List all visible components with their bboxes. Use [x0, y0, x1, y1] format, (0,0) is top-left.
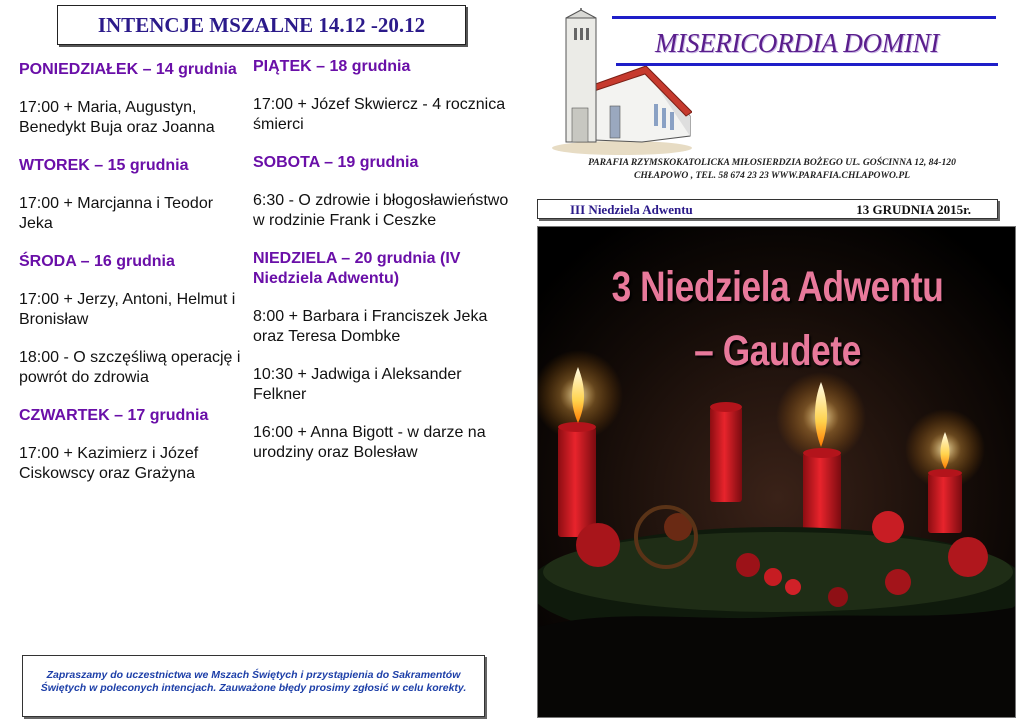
- intention-entry: 17:00 + Kazimierz i Józef Ciskowscy oraz Grażyna: [19, 445, 199, 482]
- intention-entry: 17:00 + Maria, Augustyn, Benedykt Buja oraz Joanna: [19, 99, 215, 136]
- intention-entry: 17:00 + Józef Skwiercz - 4 rocznica śmierci: [253, 96, 506, 133]
- intention-entry: 6:30 - O zdrowie i błogosławieństwo w rodzinie Frank i Ceszke: [253, 192, 509, 229]
- intention-entry: 17:00 + Marcjanna i Teodor Jeka: [19, 195, 214, 232]
- parish-contact-line: CHŁAPOWO , TEL. 58 674 23 23 WWW.PARAFIA.CHLAPOWO.PL: [633, 170, 911, 181]
- brand-title: MISERICORDIA DOMINI: [655, 28, 939, 58]
- issue-date: 13 GRUDNIA 2015r.: [856, 202, 971, 217]
- corrections-note: Zapraszamy do uczestnictwa we Mszach Świętych i przystąpienia do Sakramentów Świętych w poleconych intencjach. Zauważone błędy prosimy zgłosić w celu korekty.: [22, 655, 485, 717]
- day-heading: NIEDZIELA – 20 grudnia (IV Niedziela Adwentu): [253, 250, 461, 287]
- header-rule-top: [612, 16, 996, 19]
- photo-title-line2: – Gaudete: [694, 327, 861, 375]
- intentions-right-column: [253, 57, 513, 481]
- day-heading: ŚRODA – 16 grudnia: [19, 253, 175, 270]
- intention-entry: 18:00 - O szczęśliwą operację i powrót do zdrowia: [19, 349, 241, 386]
- parish-address-line: PARAFIA RZYMSKOKATOLICKA MIŁOSIERDZIA BOŻEGO UL. GOŚCINNA 12, 84-120: [588, 157, 956, 168]
- day-heading: PIĄTEK – 18 grudnia: [253, 58, 411, 75]
- intention-entry: 10:30 + Jadwiga i Aleksander Felkner: [253, 366, 462, 403]
- intention-entry: 8:00 + Barbara i Franciszek Jeka oraz Teresa Dombke: [253, 308, 488, 345]
- intention-entry: 17:00 + Jerzy, Antoni, Helmut i Bronisław: [19, 291, 236, 328]
- day-heading: CZWARTEK – 17 grudnia: [19, 407, 209, 424]
- intentions-left-column: [19, 60, 244, 502]
- intentions-title-box: [57, 5, 466, 45]
- header-rule-bottom: [616, 63, 998, 66]
- advent-photo: [537, 226, 1016, 718]
- parish-address: [548, 156, 996, 182]
- intention-entry: 16:00 + Anna Bigott - w darze na urodziny oraz Bolesław: [253, 424, 486, 461]
- day-heading: SOBOTA – 19 grudnia: [253, 154, 419, 171]
- photo-title-line1: 3 Niedziela Adwentu: [611, 263, 944, 311]
- intentions-title: INTENCJE MSZALNE 14.12 -20.12: [97, 13, 426, 37]
- date-bar: [537, 199, 998, 219]
- day-heading: PONIEDZIAŁEK – 14 grudnia: [19, 61, 237, 78]
- sunday-label: III Niedziela Adwentu: [570, 202, 693, 217]
- day-heading: WTOREK – 15 grudnia: [19, 157, 189, 174]
